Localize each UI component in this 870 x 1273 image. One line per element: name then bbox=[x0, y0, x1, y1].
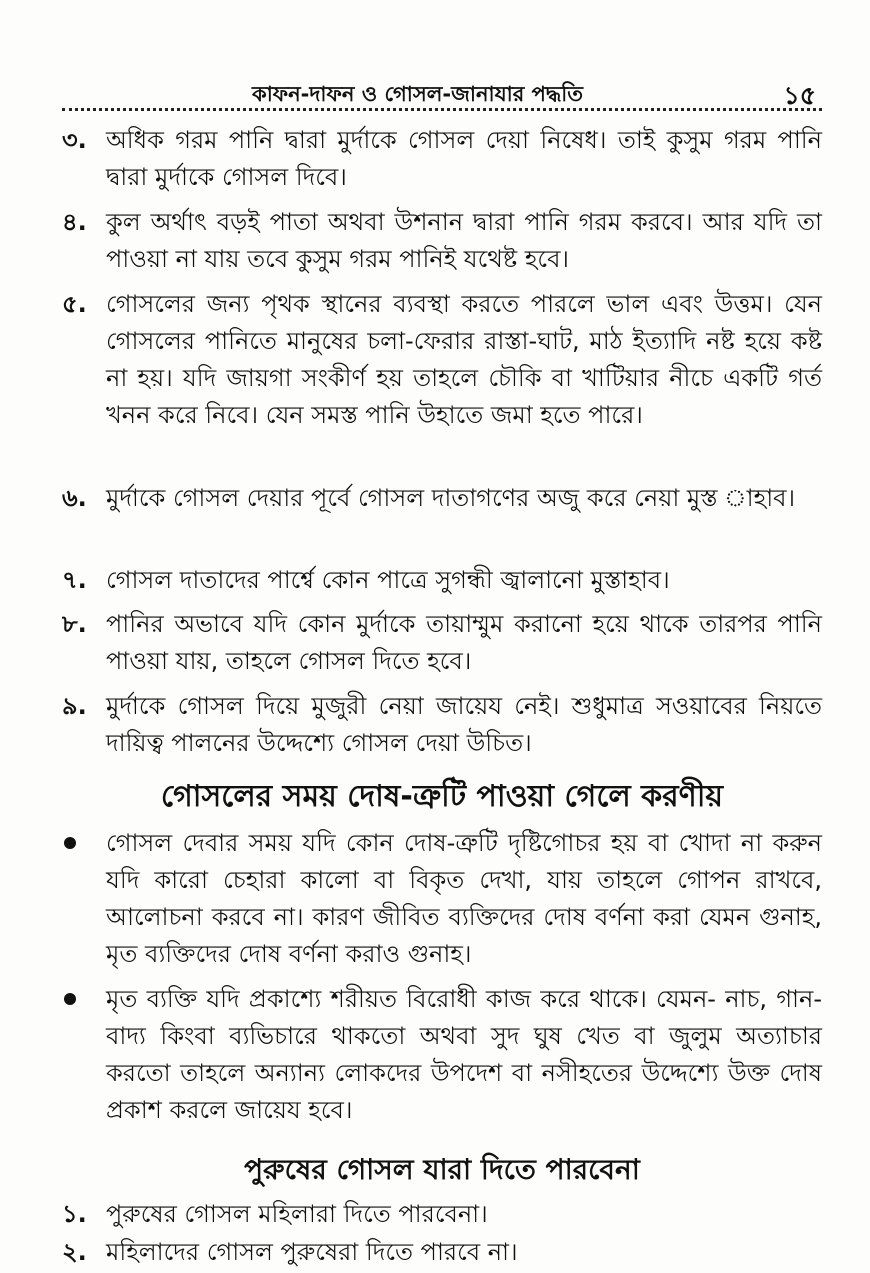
rule-number: ৬. bbox=[62, 484, 87, 512]
rule-number: ৮. bbox=[62, 610, 87, 638]
item-number: ২. bbox=[62, 1238, 87, 1266]
rule-number: ৩. bbox=[62, 126, 87, 154]
rule-item bbox=[62, 480, 822, 562]
rule-number: ৯. bbox=[62, 692, 87, 720]
rule-text: পানির অভাবে যদি কোন মুর্দাকে তায়াম্মুম করানো হয়ে থাকে তারপর পানি পাওয়া যায়, তাহলে গোসল দিতে হবে। bbox=[106, 610, 822, 675]
rule-text: অধিক গরম পানি দ্বারা মুর্দাকে গোসল দেয়া নিষেধ। তাই কুসুম গরম পানি দ্বারা মুর্দাকে গোসল দিবে। bbox=[106, 126, 822, 191]
rule-item bbox=[62, 688, 822, 770]
faults-list bbox=[62, 825, 822, 1137]
list-item bbox=[62, 1234, 822, 1272]
section-heading-who-cannot: পুরুষের গোসল যারা দিতে পারবেনা bbox=[244, 1153, 640, 1186]
running-header-title: কাফন-দাফন ও গোসল-জানাযার পদ্ধতি bbox=[252, 82, 584, 106]
bullet-text: মৃত ব্যক্তি যদি প্রকাশ্যে শরীয়ত বিরোধী কাজ করে থাকে। যেমন- নাচ, গান-বাদ্য কিংবা ব্যভিচারে থাকতো অথবা সুদ ঘুষ খেত বা জুলুম অত্যাচার করতো তাহলে অন্যান্য লোকদের উপদেশ বা নসীহতের উদ্দেশ্যে উক্ত দোষ প্রকাশ করলে জায়েয হবে। bbox=[106, 985, 822, 1124]
rule-item bbox=[62, 286, 822, 480]
rule-text: কুল অর্থাৎ বড়ই পাতা অথবা উশনান দ্বারা পানি গরম করবে। আর যদি তা পাওয়া না যায় তবে কুসুম গরম পানিই যথেষ্ট হবে। bbox=[106, 208, 822, 273]
bullet-icon bbox=[64, 837, 76, 849]
rule-number: ৭. bbox=[62, 566, 87, 594]
bullet-text: গোসল দেবার সময় যদি কোন দোষ-ত্রুটি দৃষ্টিগোচর হয় বা খোদা না করুন যদি কারো চেহারা কালো বা বিকৃত দেখা, যায় তাহলে গোপন রাখবে, আলোচনা করবে না। কারণ জীবিত ব্যক্তিদের দোষ বর্ণনা করা যেমন গুনাহ, মৃত ব্যক্তিদের দোষ বর্ণনা করাও গুনাহ। bbox=[106, 829, 822, 968]
rule-text: মুর্দাকে গোসল দেয়ার পূর্বে গোসল দাতাগণের অজু করে নেয়া মুস্ত াহাব। bbox=[106, 484, 796, 512]
item-number: ১. bbox=[62, 1200, 87, 1228]
rule-text: গোসল দাতাদের পার্শ্বে কোন পাত্রে সুগন্ধী জ্বালানো মুস্তাহাব। bbox=[106, 566, 670, 594]
rule-text: গোসলের জন্য পৃথক স্থানের ব্যবস্থা করতে পারলে ভাল এবং উত্তম। যেন গোসলের পানিতে মানুষের চলা-ফেরার রাস্তা-ঘাট, মাঠ ইত্যাদি নষ্ট হয়ে কষ্ট না হয়। যদি জায়গা সংকীর্ণ হয় তাহলে চৌকি বা খাটিয়ার নীচে একটি গর্ত খনন করে নিবে। যেন সমস্ত পানি উহাতে জমা হতে পারে। bbox=[106, 290, 822, 429]
who-cannot-list bbox=[62, 1196, 822, 1272]
rule-item bbox=[62, 606, 822, 688]
bullet-icon bbox=[64, 993, 76, 1005]
rule-text: মুর্দাকে গোসল দিয়ে মুজুরী নেয়া জায়েয নেই। শুধুমাত্র সওয়াবের নিয়তে দায়িত্ব পালনের উদ্দেশ্যে গোসল দেয়া উচিত। bbox=[106, 692, 822, 757]
rule-number: ৪. bbox=[62, 208, 87, 236]
rule-item bbox=[62, 204, 822, 286]
item-text: পুরুষের গোসল মহিলারা দিতে পারবেনা। bbox=[106, 1200, 488, 1228]
bullet-item bbox=[62, 981, 822, 1137]
section-heading-faults: গোসলের সময় দোষ-ত্রুটি পাওয়া গেলে করণীয় bbox=[160, 779, 724, 814]
rules-list bbox=[62, 122, 822, 770]
running-header bbox=[62, 78, 822, 111]
page-number: ১৫ bbox=[783, 81, 816, 110]
bullet-item bbox=[62, 825, 822, 981]
rule-item bbox=[62, 122, 822, 204]
list-item bbox=[62, 1196, 822, 1234]
rule-item bbox=[62, 562, 822, 606]
rule-number: ৫. bbox=[62, 290, 87, 318]
item-text: মহিলাদের গোসল পুরুষেরা দিতে পারবে না। bbox=[106, 1238, 518, 1266]
